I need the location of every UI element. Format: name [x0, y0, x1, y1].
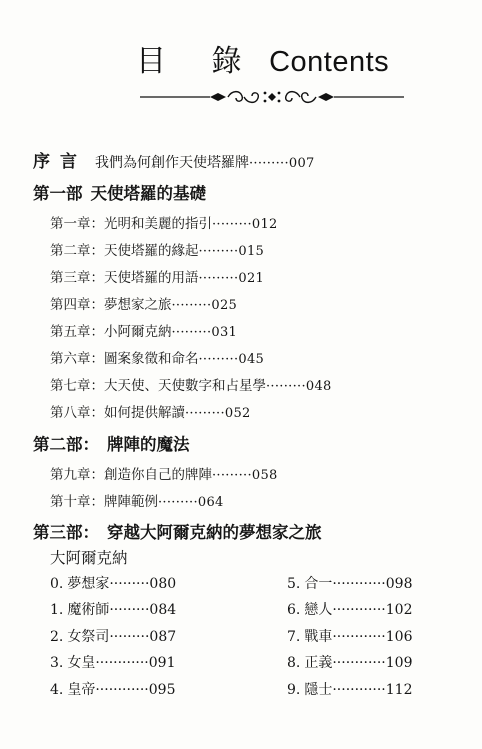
card-name: 魔術師: [67, 602, 110, 618]
chapter-page: 048: [305, 379, 332, 394]
part-1-label: 第一部: [33, 184, 83, 203]
card-dots: ·········: [109, 629, 150, 645]
card-page: 102: [385, 602, 413, 618]
chapter-label: 第三章：天使塔羅的用語: [50, 270, 199, 286]
toc-chapter[interactable]: [50, 320, 237, 340]
preface-dots: ·········: [249, 156, 289, 171]
toc-card-entry[interactable]: [50, 679, 176, 699]
card-page: 109: [385, 655, 413, 671]
toc-card-entry[interactable]: [287, 599, 413, 619]
chapter-label: 第四章：夢想家之旅: [50, 297, 172, 313]
part-3-title: 穿越大阿爾克納的夢想家之旅: [107, 523, 322, 542]
chapter-label: 第八章：如何提供解讀: [50, 405, 185, 421]
card-name: 夢想家: [67, 576, 110, 592]
card-page: 095: [148, 682, 176, 698]
toc-card-entry[interactable]: [50, 626, 176, 646]
part-2-title: 牌陣的魔法: [107, 435, 190, 454]
toc-chapter[interactable]: [50, 401, 251, 421]
card-name: 合一: [304, 576, 333, 592]
toc-chapter[interactable]: [50, 212, 278, 232]
card-number: 4.: [50, 682, 64, 698]
chapter-label: 第二章：天使塔羅的緣起: [50, 243, 199, 259]
card-number: 8.: [287, 655, 301, 671]
card-dots: ·········: [109, 602, 150, 618]
chapter-label: 第七章：大天使、天使數字和占星學: [50, 378, 266, 394]
toc-chapter[interactable]: [50, 490, 224, 510]
chapter-dots: ·········: [198, 244, 239, 259]
card-number: 2.: [50, 629, 64, 645]
part-3-label: 第三部：: [33, 523, 99, 542]
card-name: 女祭司: [67, 629, 110, 645]
major-arcana-subheading: 大阿爾克納: [50, 549, 128, 567]
toc-preface[interactable]: [33, 147, 315, 172]
card-page: 112: [385, 682, 413, 698]
chapter-label: 第六章：圖案象徵和命名: [50, 351, 199, 367]
title-ornament-divider: [140, 88, 404, 106]
toc-card-entry[interactable]: [287, 679, 413, 699]
chapter-page: 021: [238, 271, 265, 286]
toc-chapter[interactable]: [50, 374, 332, 394]
card-number: 3.: [50, 655, 64, 671]
toc-chapter[interactable]: [50, 266, 264, 286]
card-dots: ············: [332, 602, 386, 618]
chapter-dots: ·········: [198, 352, 239, 367]
part-2-heading[interactable]: [33, 431, 190, 455]
card-name: 皇帝: [67, 682, 96, 698]
card-number: 6.: [287, 602, 301, 618]
toc-chapter[interactable]: [50, 463, 278, 483]
chapter-page: 012: [251, 217, 278, 232]
card-dots: ············: [332, 655, 386, 671]
preface-page: 007: [288, 156, 315, 171]
card-page: 091: [148, 655, 176, 671]
toc-card-entry[interactable]: [50, 573, 176, 593]
toc-card-entry[interactable]: [287, 573, 413, 593]
card-number: 0.: [50, 576, 64, 592]
card-number: 5.: [287, 576, 301, 592]
chapter-page: 064: [197, 495, 224, 510]
chapter-label: 第一章：光明和美麗的指引: [50, 216, 212, 232]
chapter-dots: ·········: [185, 406, 225, 421]
part-1-heading[interactable]: [33, 180, 206, 204]
chapter-dots: ·········: [212, 217, 252, 232]
chapter-page: 045: [238, 352, 265, 367]
card-page: 084: [149, 602, 177, 618]
card-number: 7.: [287, 629, 301, 645]
toc-chapter[interactable]: [50, 347, 264, 367]
chapter-dots: ·········: [198, 271, 239, 286]
toc-card-entry[interactable]: [287, 626, 413, 646]
chapter-label: 第十章：牌陣範例: [50, 494, 158, 510]
card-page: 080: [149, 576, 177, 592]
toc-card-entry[interactable]: [50, 652, 176, 672]
toc-chapter[interactable]: [50, 239, 264, 259]
part-2-label: 第二部：: [33, 435, 99, 454]
card-number: 9.: [287, 682, 301, 698]
chapter-page: 025: [211, 298, 238, 313]
chapter-dots: ·········: [266, 379, 306, 394]
chapter-label: 第九章：創造你自己的牌陣: [50, 467, 212, 483]
chapter-dots: ·········: [171, 298, 212, 313]
toc-card-entry[interactable]: [50, 599, 176, 619]
chapter-dots: ·········: [158, 495, 198, 510]
title-en: Contents: [269, 46, 390, 78]
chapter-page: 015: [238, 244, 265, 259]
card-page: 106: [385, 629, 413, 645]
card-name: 隱士: [304, 682, 333, 698]
preface-title: 我們為何創作天使塔羅牌: [95, 155, 249, 171]
part-3-heading[interactable]: [33, 519, 322, 543]
card-name: 戀人: [304, 602, 333, 618]
card-dots: ············: [332, 682, 386, 698]
chapter-dots: ·········: [171, 325, 212, 340]
chapter-page: 031: [211, 325, 238, 340]
page-title: [136, 44, 389, 80]
card-dots: ············: [95, 682, 149, 698]
card-dots: ············: [332, 576, 386, 592]
card-name: 女皇: [67, 655, 96, 671]
chapter-label: 第五章：小阿爾克納: [50, 324, 172, 340]
toc-chapter[interactable]: [50, 293, 237, 313]
card-page: 098: [385, 576, 413, 592]
toc-card-entry[interactable]: [287, 652, 413, 672]
chapter-dots: ·········: [212, 468, 252, 483]
part-1-title: 天使塔羅的基礎: [90, 184, 206, 203]
preface-label: 序言: [33, 152, 87, 172]
card-dots: ·········: [109, 576, 150, 592]
chapter-page: 058: [251, 468, 278, 483]
card-page: 087: [149, 629, 177, 645]
chapter-page: 052: [224, 406, 251, 421]
card-dots: ············: [95, 655, 149, 671]
card-number: 1.: [50, 602, 64, 618]
title-cjk: 目 錄: [136, 44, 260, 79]
card-name: 正義: [304, 655, 333, 671]
card-dots: ············: [332, 629, 386, 645]
card-name: 戰車: [304, 629, 333, 645]
